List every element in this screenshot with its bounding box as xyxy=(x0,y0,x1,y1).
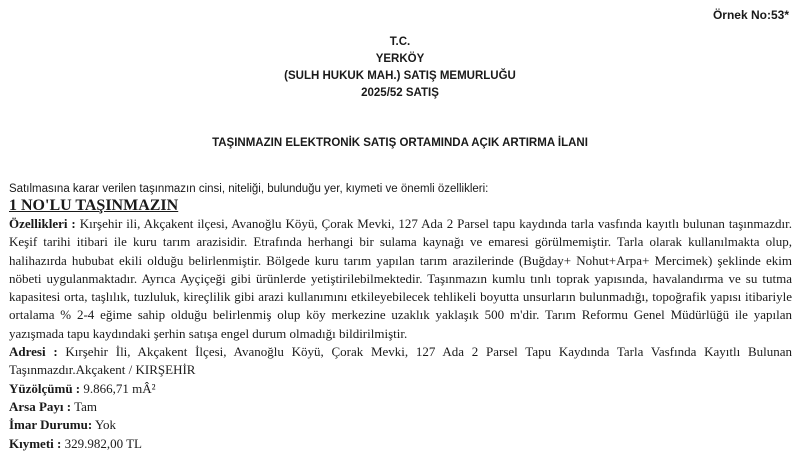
property-area xyxy=(9,380,792,398)
property-share xyxy=(9,398,792,416)
property-zoning xyxy=(9,416,792,434)
header-line-tc: T.C. xyxy=(389,36,411,48)
address-label: Adresi : xyxy=(9,344,58,360)
features-text: Kırşehir ili, Akçakent ilçesi, Avanoğlu Köyü, Çorak Mevki, 127 Ada 2 Parsel tapu kaydında tarla vasfında kayıtlı bulunan taşınmazdır. Keşif tarihi itibari ile kuru tarım arazisidir. Etrafında herhangi bir sulama kaynağı ve emaresi görülmemiştir. Tarla olarak kullanılmakta olup, halihazırda hububat ekili olduğu belirlenmiştir. Bölgede kuru tarım yapılan tarım arazilerinde (Buğday+ Nohut+Arpa+ Mercimek) şeklinde ekim nöbeti uygulanmaktadır. Ayrıca Ayçiçeği gibi ürünlerde yetiştirilebilmektedir. Taşınmazın kumlu tınlı toprak yapısında, havalandırma ve su tutma kapasitesi orta, taşlılık, tuzluluk, kireçlilik gibi arazi kullanımını etkileyebilecek tehlikeli boyutta unsurların bulunmadığı, topoğrafik yapısı itibariyle ortalama % 2-4 eğime sahip olduğu belirlenmiş olup köy merkezine uzaklık yaklaşık 500 m'dir. Tarım Reformu Genel Müdürlüğü ile yapılan yazışmada tapu kaydındaki şerhin satışa engel durum olmadığı bildirilmiştir. xyxy=(9,216,793,341)
property-title: 1 NO'LU TAŞINMAZIN xyxy=(9,197,179,214)
intro-text: Satılmasına karar verilen taşınmazın cinsi, niteliği, bulunduğu yer, kıymeti ve önemli özellikleri: xyxy=(9,183,489,195)
property-value xyxy=(9,435,792,453)
header-line-case-number: 2025/52 SATIŞ xyxy=(361,87,439,99)
value-amount: 329.982,00 TL xyxy=(61,435,142,451)
features-label: Özellikleri : xyxy=(9,216,76,231)
share-value: Tam xyxy=(71,398,98,414)
share-label: Arsa Payı : xyxy=(9,398,72,414)
document-header xyxy=(0,34,800,102)
zoning-label: İmar Durumu: xyxy=(9,417,93,433)
property-features xyxy=(9,215,792,343)
sample-number: Örnek No:53* xyxy=(712,8,789,22)
area-value: 9.866,71 mÂ² xyxy=(80,380,156,396)
property-address xyxy=(9,343,792,380)
area-label: Yüzölçümü : xyxy=(9,380,81,396)
header-line-office-town: YERKÖY xyxy=(375,53,425,65)
announcement-title: TAŞINMAZIN ELEKTRONİK SATIŞ ORTAMINDA AÇIK ARTIRMA İLANI xyxy=(212,137,588,149)
address-text: Kırşehir İli, Akçakent İlçesi, Avanoğlu Köyü, Çorak Mevki, 127 Ada 2 Parsel Tapu Kaydında Tarla Vasfında Kayıtlı Bulunan Taşınmazdır.Akçakent / KIRŞEHİR xyxy=(9,344,792,378)
zoning-value: Yok xyxy=(92,417,117,433)
value-label: Kıymeti : xyxy=(9,435,62,451)
header-line-office-name: (SULH HUKUK MAH.) SATIŞ MEMURLUĞU xyxy=(284,70,516,82)
property-details xyxy=(9,196,792,453)
